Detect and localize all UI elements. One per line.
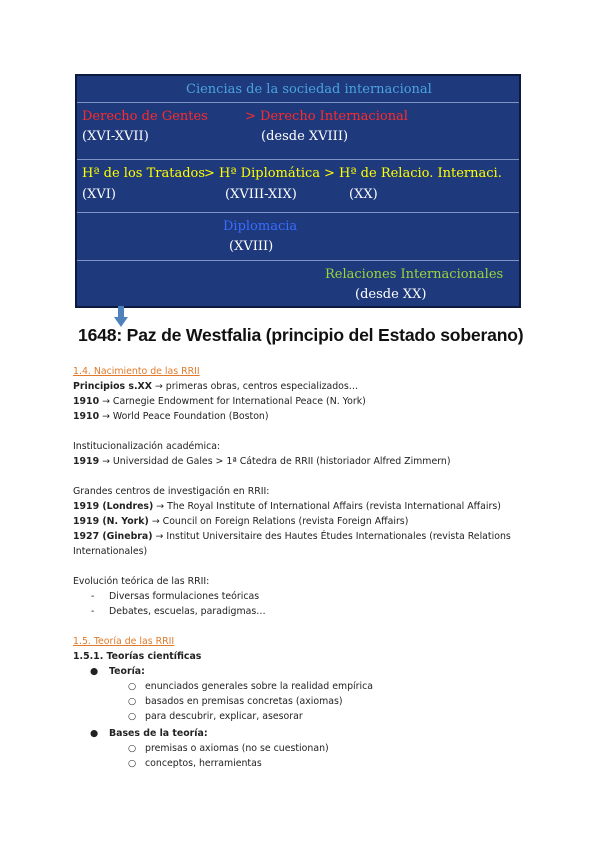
line-carnegie <box>73 396 366 407</box>
bases-item: premisas o axiomas (no se cuestionan) <box>145 743 329 754</box>
line-nyork-year: 1919 (N. York) <box>73 516 149 527</box>
line-ginebra-year: 1927 (Ginebra) <box>73 531 153 542</box>
arrow-icon: → <box>155 531 164 542</box>
circle-bullet-icon: ○ <box>128 681 137 692</box>
bullet-dot-icon: ● <box>90 666 99 677</box>
panel-row-rrii <box>77 260 519 309</box>
line-ginebra-text: Institut Universitaire des Hautes Études Internationales (revista Relations <box>163 531 511 542</box>
line-gales <box>73 456 451 467</box>
line-nyork-text: Council on Foreign Relations (revista Foreign Affairs) <box>159 516 409 527</box>
historia-diplomatica: > Hª Diplomática <box>204 166 321 181</box>
historia-relaciones-period: (XX) <box>349 187 378 202</box>
section-14-heading[interactable]: 1.4. Nacimiento de las RRII <box>73 366 200 377</box>
derecho-internacional: > Derecho Internacional <box>245 109 408 124</box>
historia-relaciones: > Hª de Relacio. Internaci. <box>324 166 502 181</box>
circle-bullet-icon: ○ <box>128 743 137 754</box>
line-wpf-year: 1910 <box>73 411 100 422</box>
diagram-panel <box>75 74 521 308</box>
line-gales-text: Universidad de Gales > 1ª Cátedra de RRII (historiador Alfred Zimmern) <box>109 456 451 467</box>
line-gales-year: 1919 <box>73 456 100 467</box>
line-londres-year: 1919 (Londres) <box>73 501 154 512</box>
arrow-icon: → <box>102 411 110 422</box>
line-carnegie-text: Carnegie Endowment for International Peace (N. York) <box>109 396 366 407</box>
diplomacia: Diplomacia <box>223 219 298 234</box>
line-londres <box>73 501 501 512</box>
diplomacia-period: (XVIII) <box>229 239 274 254</box>
panel-row-diplomacia <box>77 212 519 261</box>
circle-bullet-icon: ○ <box>128 758 137 769</box>
arrow-icon: → <box>102 396 110 407</box>
panel-row-historia <box>77 159 519 213</box>
historia-diplomatica-period: (XVIII-XIX) <box>225 187 297 202</box>
bases-item: conceptos, herramientas <box>145 758 262 769</box>
section-15-heading[interactable]: 1.5. Teoría de las RRII <box>73 636 175 647</box>
line-ginebra-cont: Internationales) <box>73 546 148 557</box>
line-nyork <box>73 516 408 527</box>
line-carnegie-year: 1910 <box>73 396 100 407</box>
arrow-icon: → <box>156 501 165 512</box>
evol-label: Evolución teórica de las RRII: <box>73 576 210 587</box>
inst-label: Institucionalización académica: <box>73 441 221 452</box>
derecho-gentes: Derecho de Gentes <box>82 109 208 124</box>
circle-bullet-icon: ○ <box>128 696 137 707</box>
evol-item: Debates, escuelas, paradigmas… <box>109 606 266 617</box>
evol-item: Diversas formulaciones teóricas <box>109 591 260 602</box>
relaciones-internacionales: Relaciones Internacionales <box>325 267 504 282</box>
panel-title-row <box>77 76 519 102</box>
dash-icon: - <box>91 606 95 617</box>
panel-row-derecho <box>77 102 519 160</box>
circle-bullet-icon: ○ <box>128 711 137 722</box>
arrow-icon: → <box>154 381 163 392</box>
relaciones-internacionales-period: (desde XX) <box>355 287 427 302</box>
line-londres-text: The Royal Institute of International Affairs (revista International Affairs) <box>164 501 501 512</box>
teoria-label: Teoría: <box>109 666 145 677</box>
line-ginebra <box>73 531 511 542</box>
teoria-item: enunciados generales sobre la realidad empírica <box>145 681 374 692</box>
derecho-gentes-period: (XVI-XVII) <box>82 129 149 144</box>
section-151-heading: 1.5.1. Teorías científicas <box>73 651 202 662</box>
dash-icon: - <box>91 591 95 602</box>
derecho-internacional-period: (desde XVIII) <box>261 129 349 144</box>
historia-tratados: Hª de los Tratados <box>82 166 206 181</box>
centros-label: Grandes centros de investigación en RRII: <box>73 486 270 497</box>
headline: 1648: Paz de Westfalia (principio del Estado soberano) <box>78 325 524 345</box>
teoria-item: para descubrir, explicar, asesorar <box>145 711 303 722</box>
teoria-item: basados en premisas concretas (axiomas) <box>145 696 343 707</box>
historia-tratados-period: (XVI) <box>82 187 116 202</box>
line-wpf <box>73 411 269 422</box>
arrow-icon: → <box>102 456 110 467</box>
panel-title: Ciencias de la sociedad internacional <box>186 82 432 97</box>
line-principios-text: primeras obras, centros especializados… <box>162 381 359 392</box>
bullet-dot-icon: ● <box>90 728 99 739</box>
line-wpf-text: World Peace Foundation (Boston) <box>109 411 269 422</box>
arrow-icon: → <box>151 516 160 527</box>
bases-label: Bases de la teoría: <box>109 728 208 739</box>
line-principios-bold: Principios s.XX <box>73 381 152 392</box>
line-principios <box>73 381 358 392</box>
